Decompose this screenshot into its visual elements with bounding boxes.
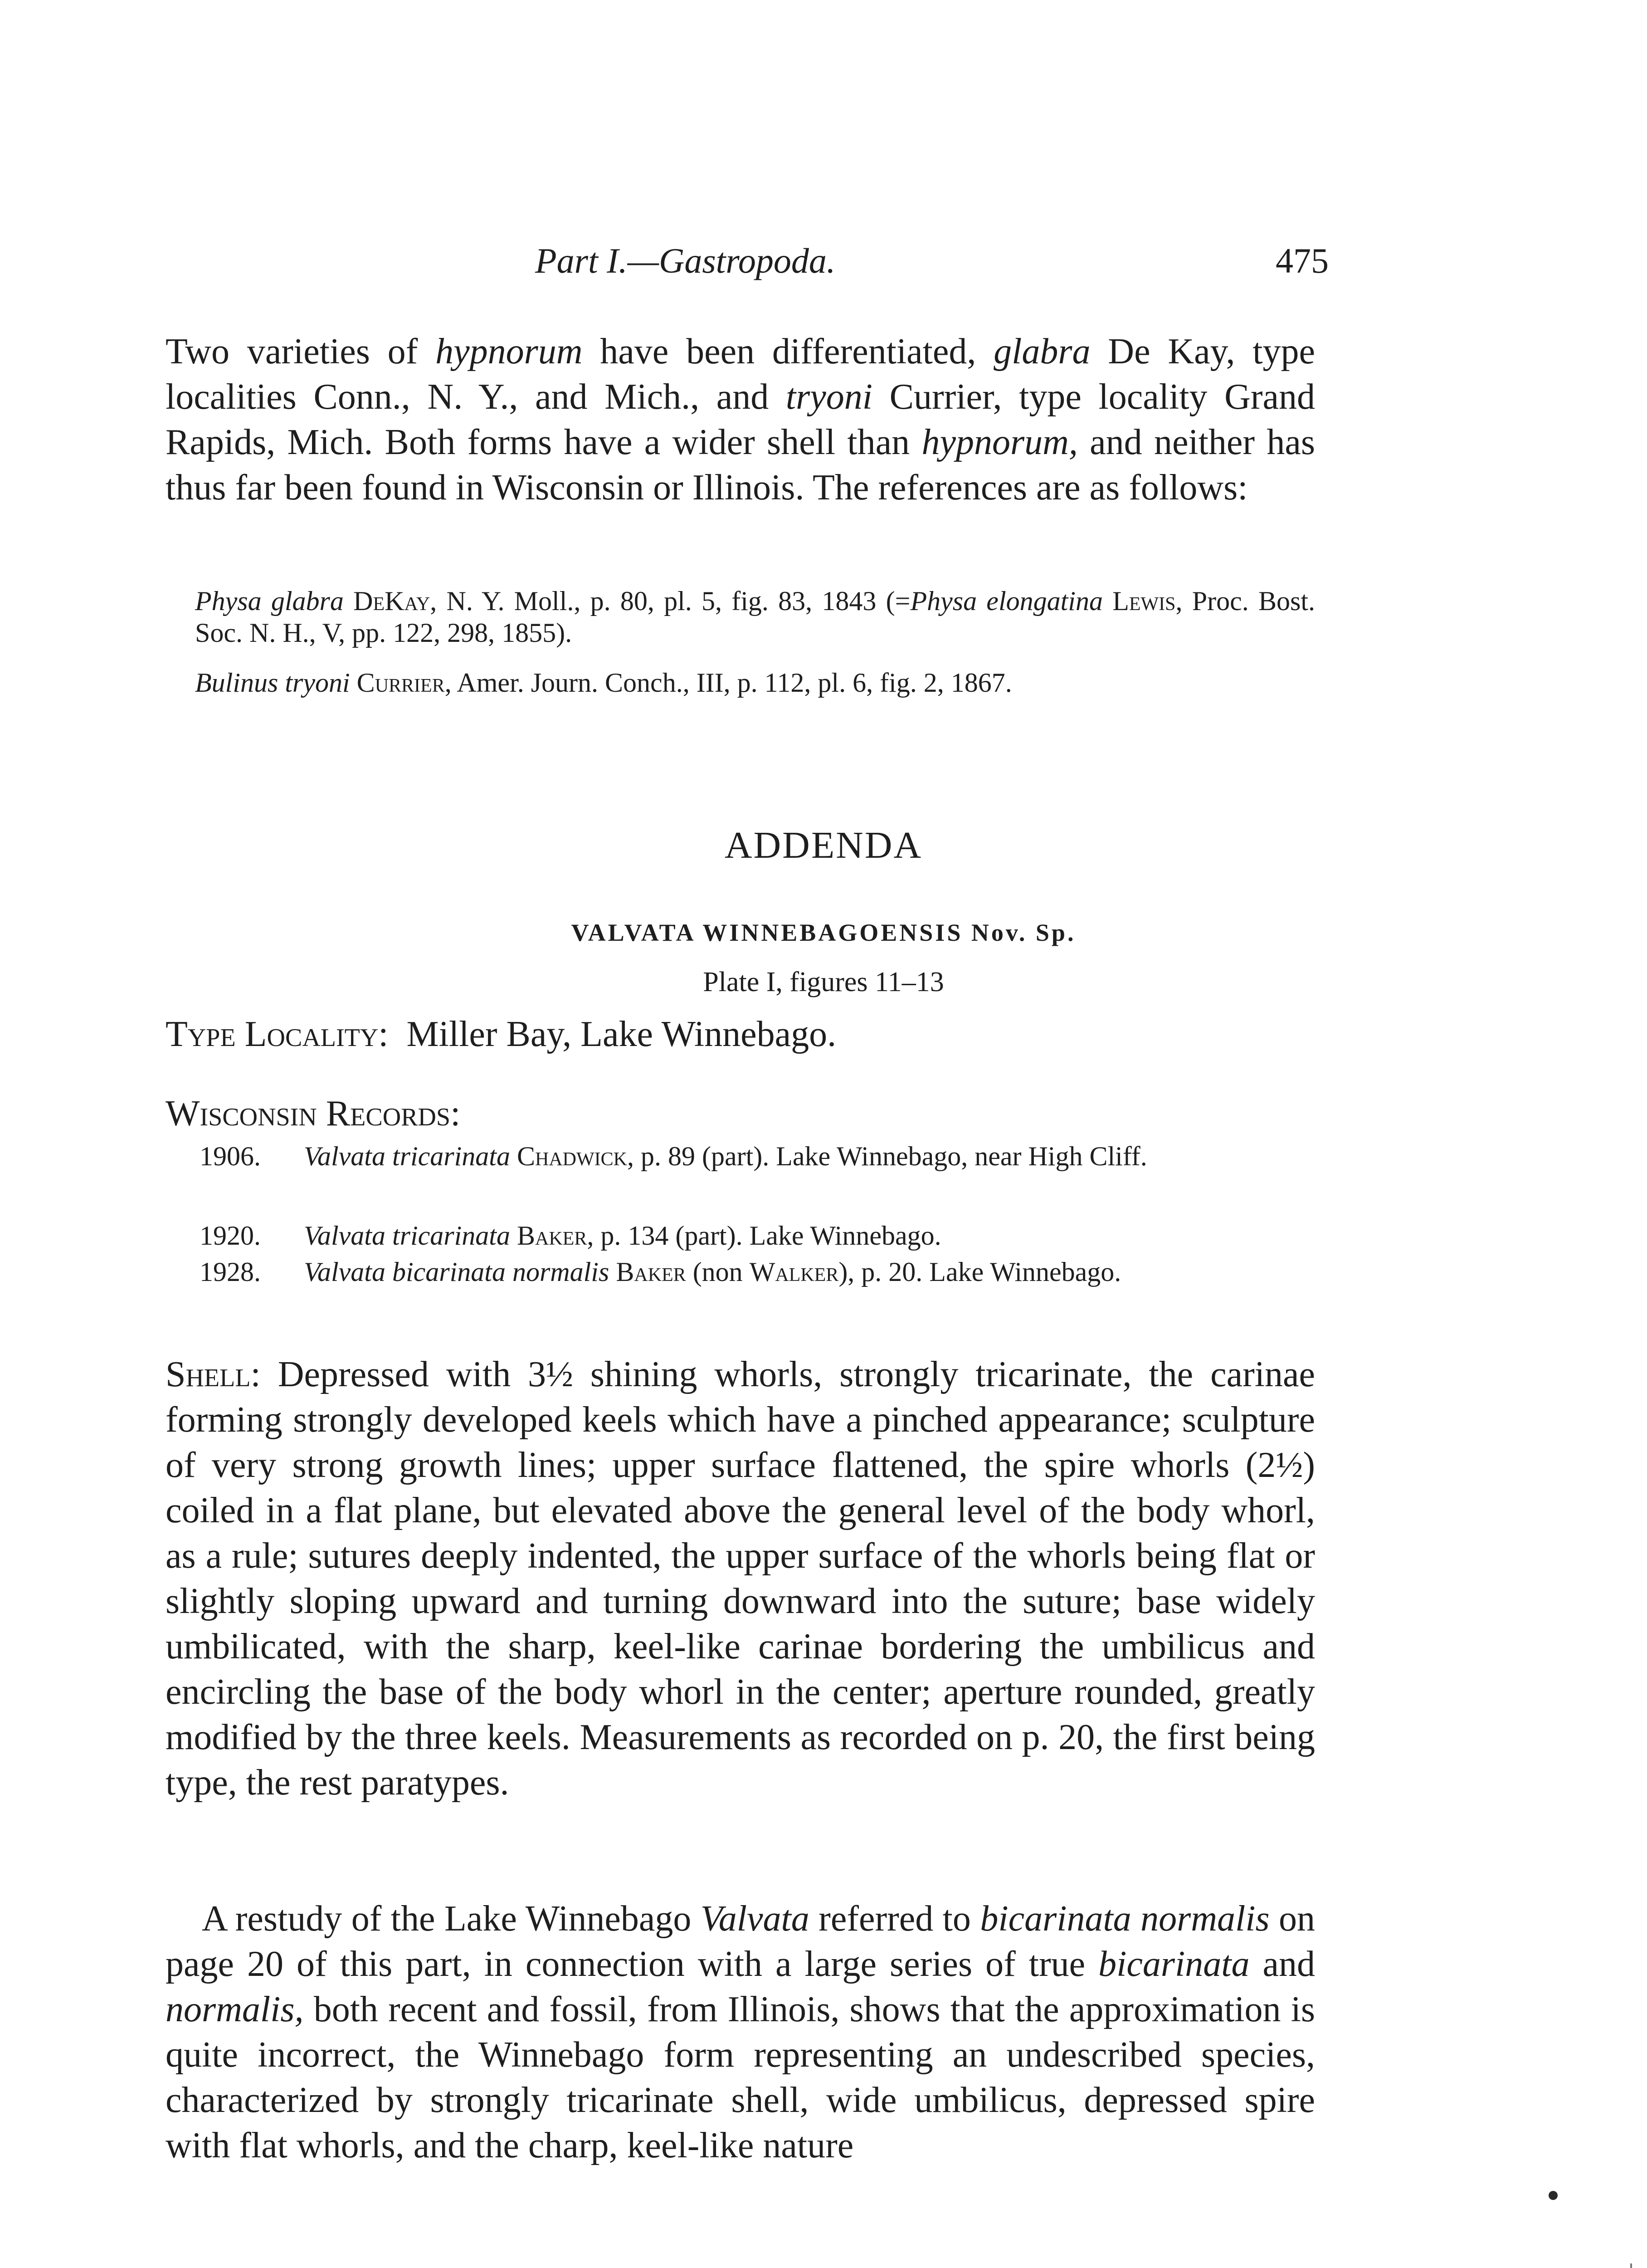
- record-year: 1928.: [200, 1257, 261, 1287]
- author-name: DeKay,: [353, 586, 437, 616]
- text-span: both recent and fossil, from Illinois, shows that the approximation is quite incorrect, the Winnebago form representing an undescribed species, characterized by strongly tricarinate shell, wide umbilicus, depressed spire with flat whorls, and the charp, keel-like nature: [166, 1989, 1315, 2165]
- author-name: Chadwick,: [517, 1141, 634, 1171]
- citation-text: (non: [686, 1257, 750, 1287]
- type-locality: [166, 1014, 1345, 1055]
- taxon-name: bicarinata: [1098, 1944, 1250, 1984]
- edge-mark: [1630, 2263, 1632, 2268]
- text-span: De Kay, type localities Conn., N. Y., and Mich., and: [166, 332, 1315, 417]
- taxon-name: Physa glabra: [195, 586, 344, 616]
- text-span: on page 20 of this part, in connection with a large series of true: [166, 1899, 1316, 1984]
- record-year: 1920.: [200, 1221, 261, 1251]
- text-span: and neither has thus far been found in Wisconsin or Illinois. The references are as follows:: [166, 422, 1315, 508]
- citation-text: Amer. Journ. Conch., III, p. 112, pl. 6, fig. 2, 1867.: [451, 668, 1012, 698]
- shell-description-paragraph: [166, 1352, 1315, 1805]
- taxon-name: hypnorum,: [921, 422, 1078, 462]
- type-locality-label: Type Locality:: [166, 1014, 389, 1054]
- taxon-name: Bulinus tryoni: [195, 668, 350, 698]
- text-span: and: [1249, 1944, 1315, 1984]
- reference-entry: [195, 667, 1315, 699]
- species-title: VALVATA WINNEBAGOENSIS Nov. Sp.: [571, 919, 1076, 946]
- author-name: Walker: [749, 1257, 839, 1287]
- shell-description-text: Depressed with 3½ shining whorls, strongly tricarinate, the carinae forming strongly developed keels which have a pinched appearance; sculpture of very strong growth lines; upper surface flattened, the spire whorls (2½) coiled in a flat plane, but elevated above the general level of the body whorl, as a rule; sutures deeply indented, the upper surface of the whorls being flat or slightly sloping upward and turning downward into the suture; base widely umbilicated, with the sharp, keel-like carinae bordering the umbilicus and encircling the base of the body whorl in the center; aperture rounded, greatly modified by the three keels. Measurements as recorded on p. 20, the first being type, the rest paratypes.: [166, 1354, 1315, 1803]
- taxon-name: Physa elongatina: [910, 586, 1103, 616]
- citation-text: p. 134 (part). Lake Winnebago.: [594, 1221, 941, 1251]
- page-number: 475: [1276, 241, 1329, 280]
- taxon-name: normalis,: [166, 1989, 304, 2029]
- wisconsin-records-label: Wisconsin Records:: [166, 1094, 461, 1134]
- type-locality-value: Miller Bay, Lake Winnebago.: [406, 1014, 837, 1054]
- citation-text: Proc. Bost. Soc. N. H., V, pp. 122, 298, 1855).: [195, 586, 1315, 648]
- record-year: 1906.: [200, 1141, 261, 1171]
- taxon-name: tryoni: [785, 377, 872, 417]
- author-name: Baker: [616, 1257, 686, 1287]
- taxon-name: hypnorum: [435, 332, 583, 371]
- running-head-title: Part I.—Gastropoda.: [535, 241, 836, 280]
- ink-speck: [1549, 2191, 1558, 2200]
- author-name: Lewis,: [1112, 586, 1183, 616]
- record-text: [304, 1141, 1320, 1172]
- reference-entry: [195, 585, 1315, 649]
- citation-text: ), p. 20. Lake Winnebago.: [838, 1257, 1121, 1287]
- record-text: [304, 1220, 1320, 1251]
- text-span: Currier, type locality Grand Rapids, Mich. Both forms have a wider shell than: [166, 377, 1315, 462]
- taxon-name: Valvata: [700, 1899, 809, 1939]
- plate-reference: Plate I, figures 11–13: [703, 967, 944, 997]
- record-entry: [200, 1141, 1320, 1172]
- record-text: [304, 1256, 1320, 1287]
- shell-label: Shell:: [166, 1354, 261, 1394]
- addenda-heading: ADDENDA: [724, 824, 923, 866]
- text-span: Two varieties of: [166, 332, 436, 371]
- text-span: A restudy of the Lake Winnebago: [202, 1899, 701, 1939]
- author-name: Baker,: [517, 1221, 594, 1251]
- text-span: have been differentiated,: [582, 332, 994, 371]
- intro-paragraph: [166, 329, 1315, 510]
- citation-text: p. 89 (part). Lake Winnebago, near High Cliff.: [633, 1141, 1147, 1171]
- citation-text: N. Y. Moll., p. 80, pl. 5, fig. 83, 1843 (=: [437, 586, 911, 616]
- record-entry: [200, 1220, 1320, 1251]
- taxon-name: Valvata tricarinata: [304, 1141, 510, 1171]
- record-entry: [200, 1256, 1320, 1287]
- taxon-name: glabra: [994, 332, 1091, 371]
- restudy-paragraph: [166, 1896, 1315, 2168]
- taxon-name: Valvata bicarinata normalis: [304, 1257, 609, 1287]
- taxon-name: Valvata tricarinata: [304, 1221, 510, 1251]
- author-name: Currier,: [356, 668, 452, 698]
- taxon-name: bicarinata normalis: [980, 1899, 1270, 1939]
- text-span: referred to: [809, 1899, 980, 1939]
